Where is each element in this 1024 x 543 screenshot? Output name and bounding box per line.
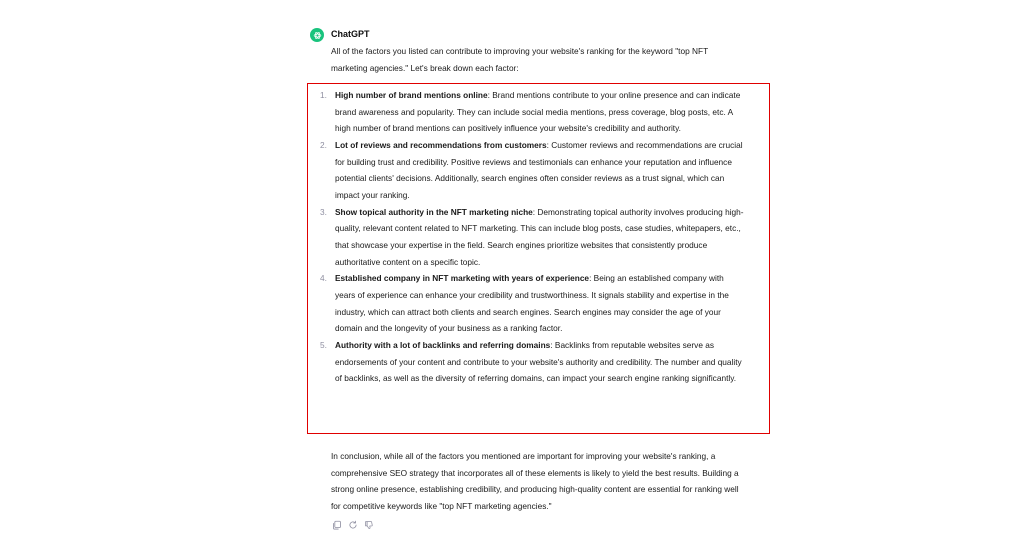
factor-text: : Being an established company with years of experience can enhance your credibility and trustworthiness. It signals stability and expertise in the industry, which can attract both clients and search engines. Search engines may consider the age of your domain and the longevity of your business as a ranking factor.	[335, 273, 729, 334]
factor-number: 1.	[320, 90, 327, 100]
thumbs-down-button[interactable]	[363, 519, 374, 530]
copy-icon	[332, 520, 342, 530]
conclusion-paragraph: In conclusion, while all of the factors you mentioned are important for improving your website's ranking, a comprehensive SEO strategy that incorporates all of these elements is likely to yield the best results. Building a strong online presence, establishing credibility, and producing high-quality content are essential for ranking well for competitive keywords like "top NFT marketing agencies."	[331, 451, 739, 512]
message-actions	[331, 519, 374, 530]
factor-list	[320, 87, 744, 387]
intro-paragraph: All of the factors you listed can contribute to improving your website's ranking for the keyword "top NFT marketing agencies." Let's break down each factor:	[331, 46, 708, 73]
chatgpt-avatar	[310, 28, 324, 42]
factor-text: : Brand mentions contribute to your online presence and can indicate brand awareness and popularity. They can include social media mentions, press coverage, blog posts, etc. A high number of brand mentions can positively influence your website's credibility and authority.	[335, 90, 741, 134]
regenerate-button[interactable]	[347, 519, 358, 530]
factor-item	[320, 337, 744, 387]
factor-number: 4.	[320, 273, 327, 284]
factor-text: : Customer reviews and recommendations are crucial for building trust and credibility. Positive reviews and testimonials can enhance your reputation and influence potential clients' decisions. Additionally, search engines often consider reviews as a trust signal, which can impact your ranking.	[335, 139, 743, 200]
factor-item	[320, 204, 744, 271]
openai-logo-icon	[313, 31, 322, 40]
factor-text: : Backlinks from reputable websites serve as endorsements of your content and contribute to your website's authority and credibility. The number and quality of backlinks, as well as the diversity of referring domains, can impact your search engine ranking significantly.	[335, 339, 742, 384]
copy-button[interactable]	[331, 519, 342, 530]
regenerate-icon	[348, 520, 358, 530]
factor-item	[320, 270, 744, 337]
factor-item	[320, 137, 744, 204]
factor-number: 2.	[320, 139, 327, 150]
thumbs-down-icon	[364, 520, 374, 530]
factor-text: : Demonstrating topical authority involves producing high-quality, relevant content related to NFT marketing. This can include blog posts, case studies, whitepapers, etc., that showcase your expertise in the field. Search engines prioritize websites that consistently produce authoritative content on a specific topic.	[335, 206, 744, 267]
factor-number: 5.	[320, 339, 327, 350]
factor-title: Show topical authority in the NFT marketing niche	[335, 206, 533, 217]
factor-title: Authority with a lot of backlinks and referring domains	[335, 339, 551, 350]
sender-name: ChatGPT	[331, 29, 370, 39]
factor-number: 3.	[320, 206, 327, 217]
factor-title: High number of brand mentions online	[335, 90, 488, 100]
factor-title: Established company in NFT marketing with years of experience	[335, 273, 590, 284]
factor-title: Lot of reviews and recommendations from customers	[335, 139, 547, 150]
factor-item	[320, 87, 744, 137]
